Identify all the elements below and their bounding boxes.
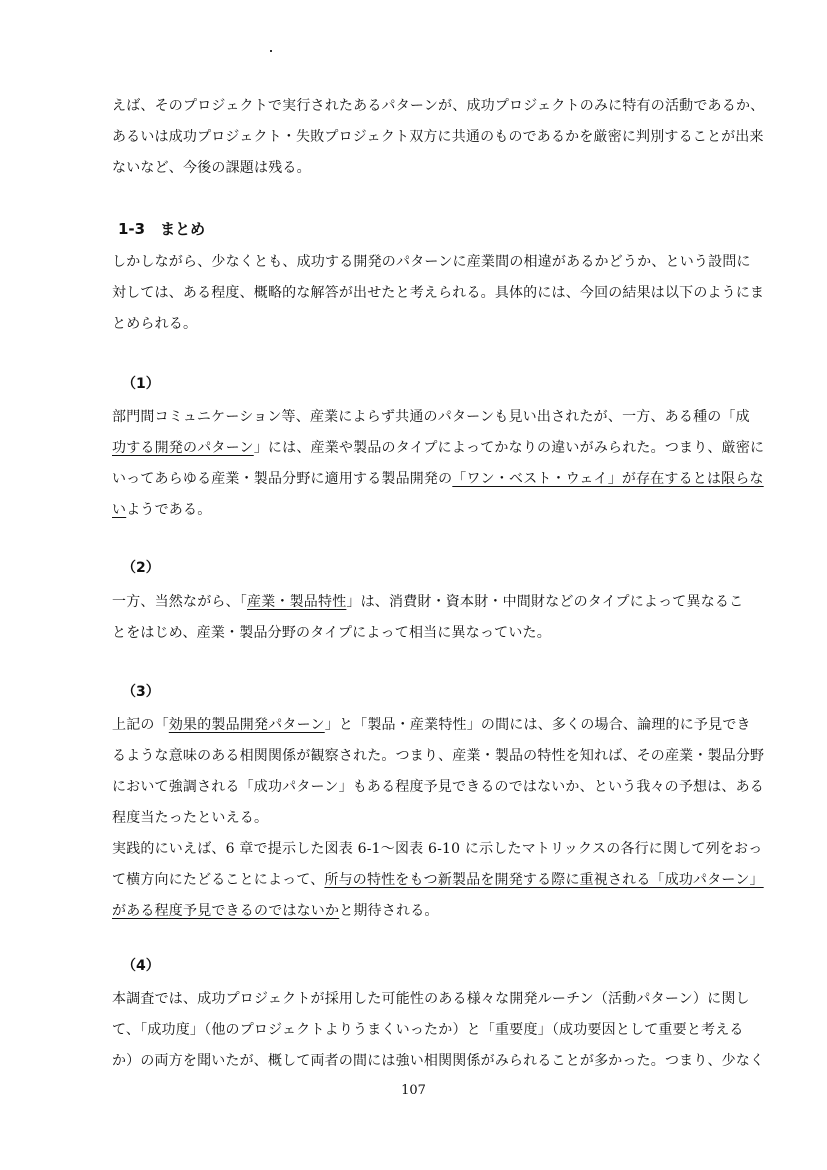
summary-line-1: しかしながら、少なくとも、成功する開発のパターンに産業間の相違があるかどうか、という設問に (112, 254, 751, 270)
item-1-line-3: いってあらゆる産業・製品分野に適用する製品開発の「ワン・ベスト・ウェイ」が存在するとは限らな (112, 471, 764, 487)
item-2-line-2: とをはじめ、産業・製品分野のタイプによって相当に異なっていた。 (112, 625, 551, 641)
item-2-line-1: 一方、当然ながら、「産業・製品特性」は、消費財・資本財・中間財などのタイプによって異なるこ (112, 594, 744, 610)
item-4-label: （4） (122, 958, 160, 974)
item-4-line-3: か）の両方を聞いたが、概して両者の間には強い相関関係がみられることが多かった。つまり、少なく (112, 1053, 765, 1069)
item-4-line-1: 本調査では、成功プロジェクトが採用した可能性のある様々な開発ルーチン（活動パターン）に関し (112, 991, 750, 1007)
item-1-line-4: いようである。 (112, 502, 212, 518)
item-2-label: （2） (122, 560, 160, 576)
intro-line-1: えば、そのプロジェクトで実行されたあるパターンが、成功プロジェクトのみに特有の活動であるか、 (112, 98, 765, 114)
item-3-line-4: 程度当たったといえる。 (112, 810, 269, 826)
intro-line-2: あるいは成功プロジェクト・失敗プロジェクト双方に共通のものであるかを厳密に判別することが出来 (112, 129, 764, 145)
item-3-line-2: るような意味のある相関関係が観察された。つまり、産業・製品の特性を知れば、その産業・製品分野 (112, 748, 765, 764)
scan-speck (270, 50, 272, 52)
item-3-line-1: 上記の「効果的製品開発パターン」と「製品・産業特性」の間には、多くの場合、論理的に予見でき (112, 717, 751, 733)
item-3-line-7: がある程度予見できるのではないかと期待される。 (112, 903, 439, 919)
item-4-line-2: て、「成功度」（他のプロジェクトよりうまくいったか）と「重要度」（成功要因として重要と考える (112, 1022, 744, 1038)
item-3-line-6: て横方向にたどることによって、所与の特性をもつ新製品を開発する際に重視される「成功パターン」 (112, 872, 764, 888)
page-number: 107 (401, 1083, 426, 1098)
item-1-label: （1） (122, 376, 160, 392)
intro-line-3: ないなど、今後の課題は残る。 (112, 160, 311, 176)
summary-line-3: とめられる。 (112, 316, 198, 332)
item-3-label: （3） (122, 684, 160, 700)
section-heading: 1-3 まとめ (118, 220, 206, 238)
item-1-line-1: 部門間コミュニケーション等、産業によらず共通のパターンも見い出されたが、一方、ある種の「成 (112, 409, 750, 425)
item-3-line-3: において強調される「成功パターン」もある程度予見できるのではないか、という我々の予想は、ある (112, 779, 764, 795)
item-1-line-2: 功する開発のパターン」には、産業や製品のタイプによってかなりの違いがみられた。つまり、厳密に (112, 440, 765, 456)
summary-line-2: 対しては、ある程度、概略的な解答が出せたと考えられる。具体的には、今回の結果は以下のようにま (112, 285, 765, 301)
item-3-line-5: 実践的にいえば、6 章で提示した図表 6-1～図表 6-10 に示したマトリックスの各行に関して列をおっ (112, 841, 763, 857)
